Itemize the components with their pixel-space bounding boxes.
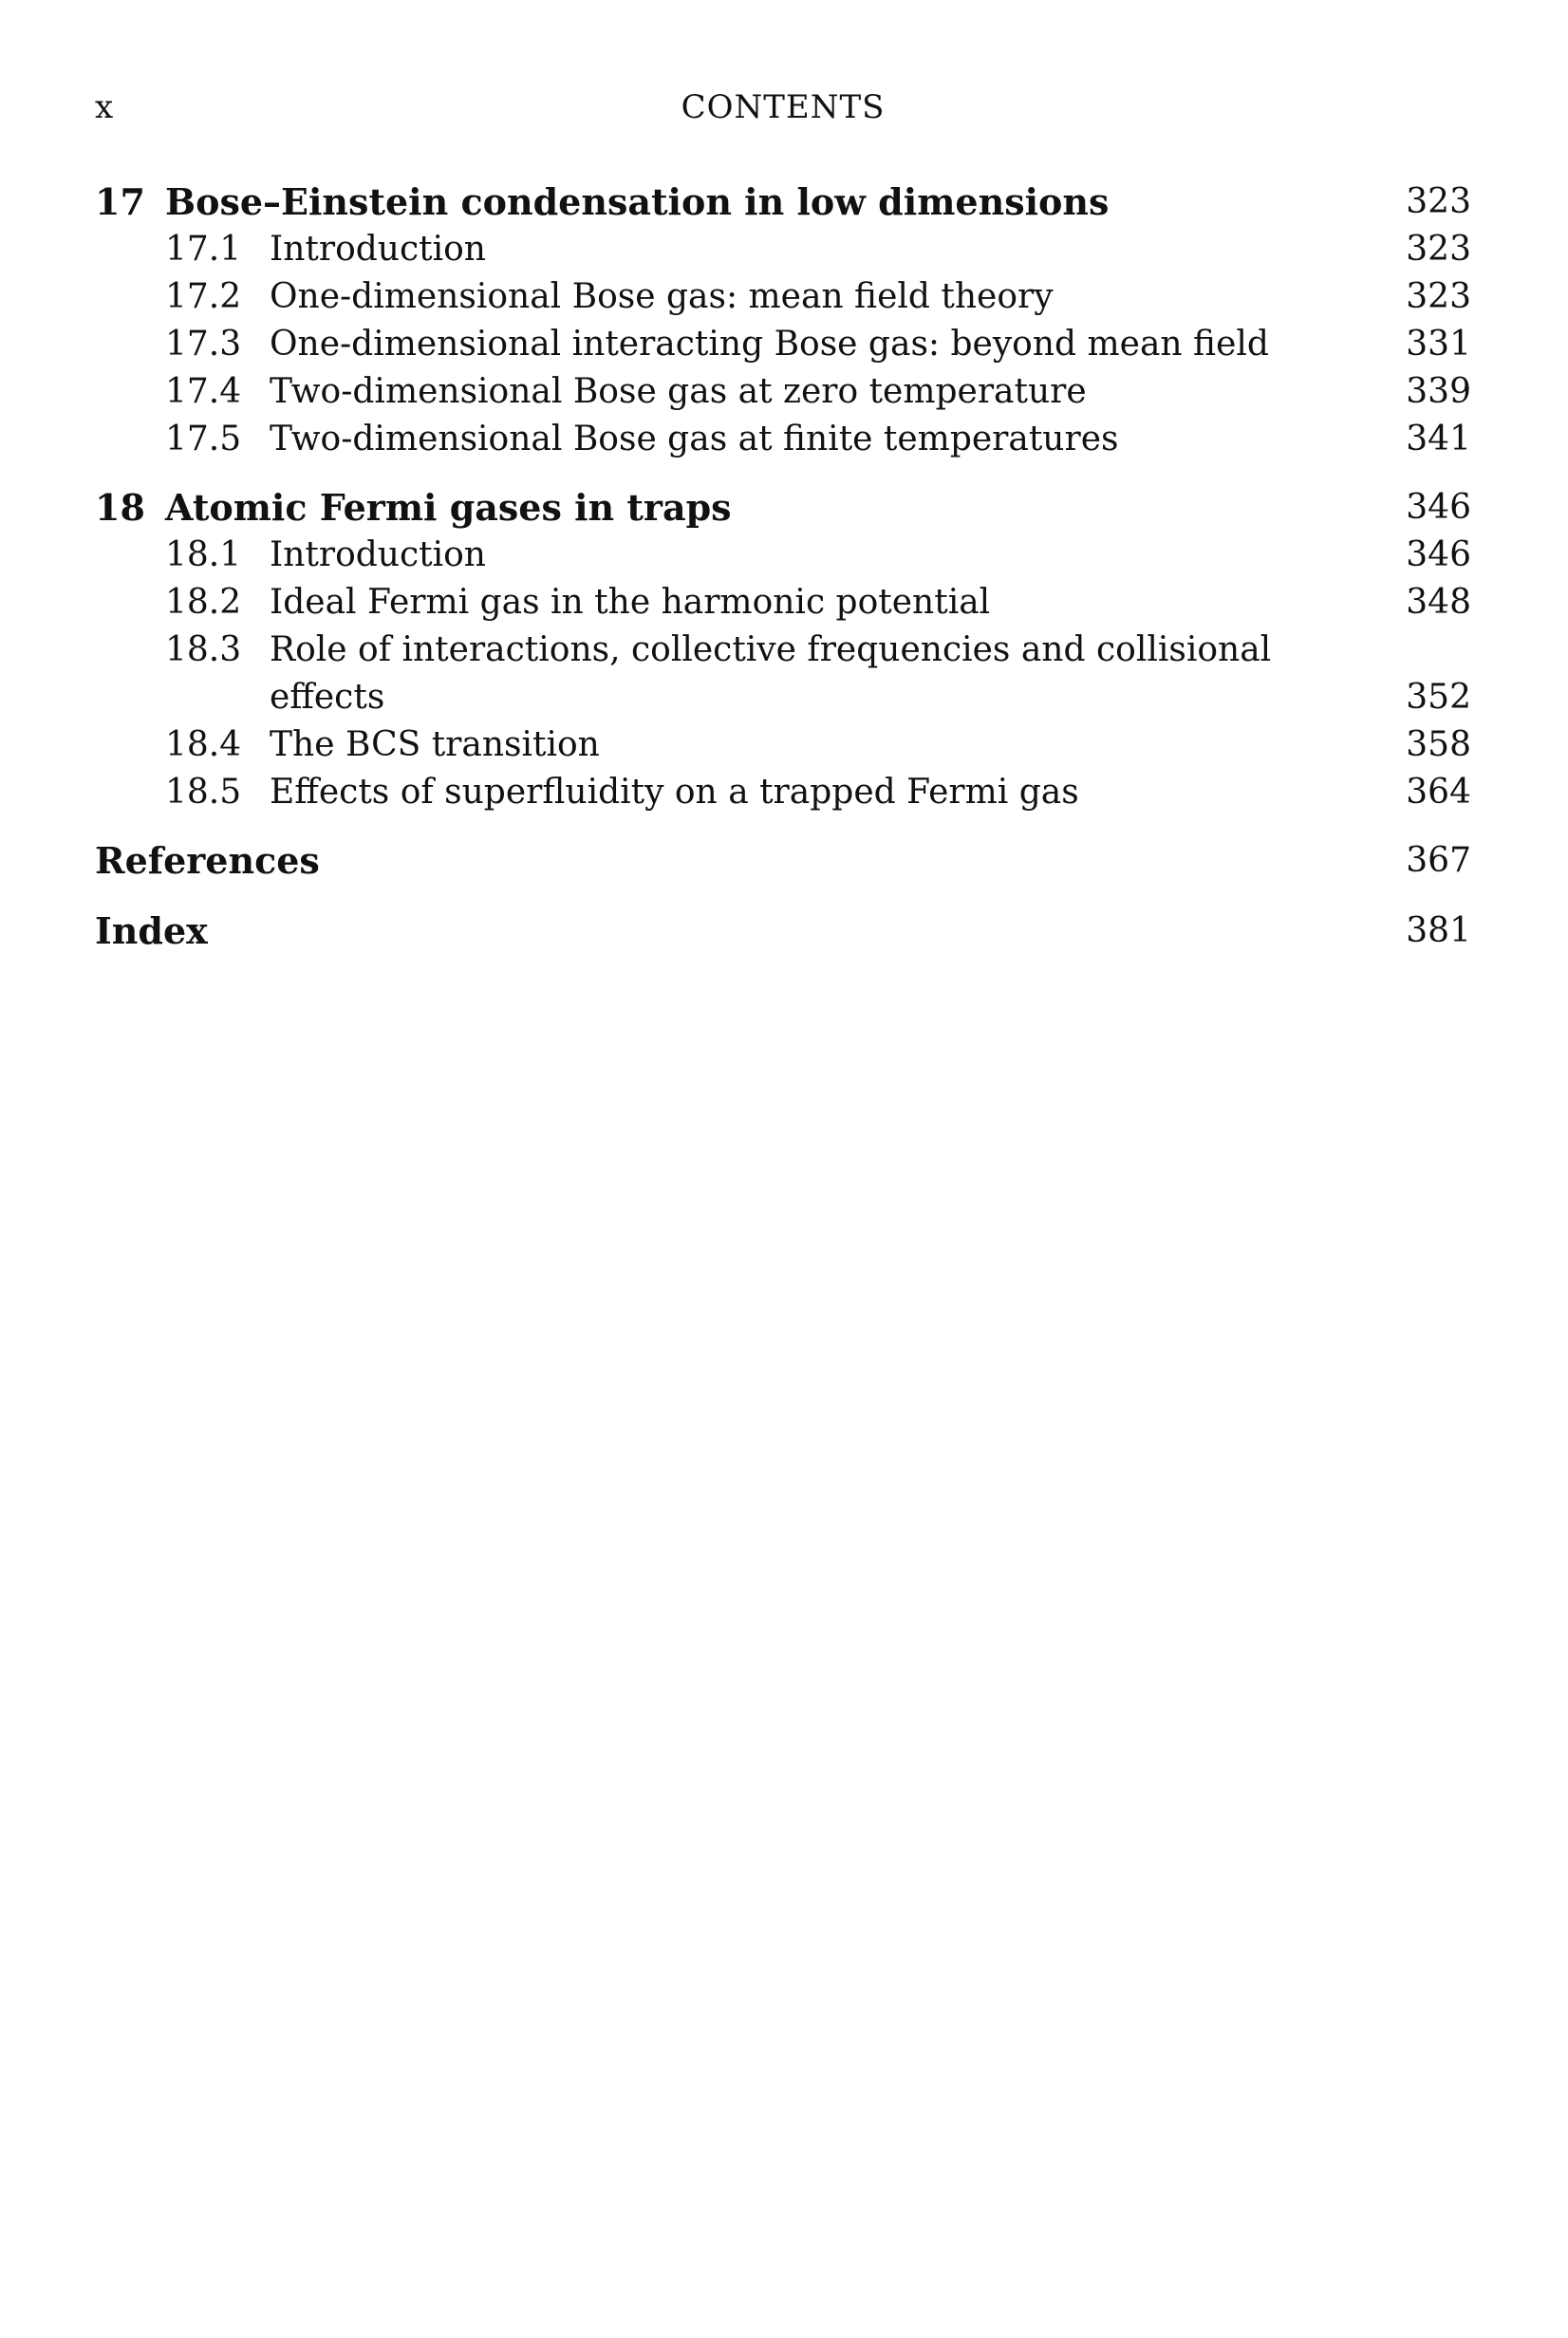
toc-section-row: [95, 226, 1471, 273]
toc-chapter-17: [95, 178, 1471, 463]
chapter-title: Bose–Einstein condensation in low dimensions: [165, 180, 1110, 223]
section-number: 17.3: [165, 325, 242, 364]
section-title: Two-dimensional Bose gas at zero temperature: [270, 372, 1087, 411]
toc-section-row: [95, 579, 1471, 627]
running-title: CONTENTS: [681, 88, 886, 126]
index-page-number: 381: [1406, 911, 1471, 950]
section-page-number: 323: [1406, 230, 1471, 269]
toc-section-row: [95, 627, 1471, 721]
toc-section-row: [95, 273, 1471, 321]
section-title: Ideal Fermi gas in the harmonic potential: [270, 583, 991, 622]
section-page-number: 358: [1406, 725, 1471, 764]
section-number: 17.1: [165, 230, 242, 269]
section-title: Introduction: [270, 230, 486, 269]
section-page-number: 339: [1406, 372, 1471, 411]
section-title: One-dimensional interacting Bose gas: beyond mean field: [270, 325, 1269, 364]
toc-chapter-18: [95, 484, 1471, 816]
section-number: 18.5: [165, 773, 242, 812]
toc-section-row: [95, 416, 1471, 463]
section-number: 17.5: [165, 420, 242, 458]
section-title: Role of interactions, collective frequencies and collisional effects: [270, 630, 1272, 717]
section-number: 18.1: [165, 535, 242, 574]
chapter-page-number: 346: [1406, 488, 1471, 527]
page-folio: x: [95, 88, 114, 126]
section-title: The BCS transition: [270, 725, 600, 764]
table-of-contents: [95, 178, 1471, 978]
chapter-title: Atomic Fermi gases in traps: [165, 486, 732, 529]
section-page-number: 331: [1406, 325, 1471, 364]
toc-section-row: [95, 368, 1471, 416]
chapter-heading: [95, 178, 1471, 226]
section-number: 18.3: [165, 630, 242, 669]
section-page-number: 348: [1406, 583, 1471, 622]
toc-section-row: [95, 721, 1471, 769]
section-title: One-dimensional Bose gas: mean field theory: [270, 277, 1054, 316]
section-page-number: 352: [1406, 678, 1471, 717]
toc-references: [95, 837, 1471, 885]
section-page-number: 341: [1406, 420, 1471, 458]
references-page-number: 367: [1406, 841, 1471, 880]
section-number: 18.2: [165, 583, 242, 622]
toc-section-row: [95, 321, 1471, 368]
references-title: References: [95, 839, 320, 882]
section-page-number: 323: [1406, 277, 1471, 316]
toc-index: [95, 907, 1471, 955]
section-page-number: 346: [1406, 535, 1471, 574]
section-title: Two-dimensional Bose gas at finite temperatures: [270, 420, 1119, 458]
chapter-page-number: 323: [1406, 182, 1471, 221]
chapter-number: 17: [95, 180, 145, 223]
chapter-number: 18: [95, 486, 145, 529]
index-title: Index: [95, 909, 208, 952]
toc-section-row: [95, 532, 1471, 579]
running-head: [95, 84, 1471, 131]
toc-section-row: [95, 769, 1471, 816]
section-number: 17.2: [165, 277, 242, 316]
section-title: Introduction: [270, 535, 486, 574]
section-title: Effects of superfluidity on a trapped Fermi gas: [270, 773, 1079, 812]
section-number: 18.4: [165, 725, 242, 764]
section-page-number: 364: [1406, 773, 1471, 812]
section-number: 17.4: [165, 372, 242, 411]
chapter-heading: [95, 484, 1471, 532]
